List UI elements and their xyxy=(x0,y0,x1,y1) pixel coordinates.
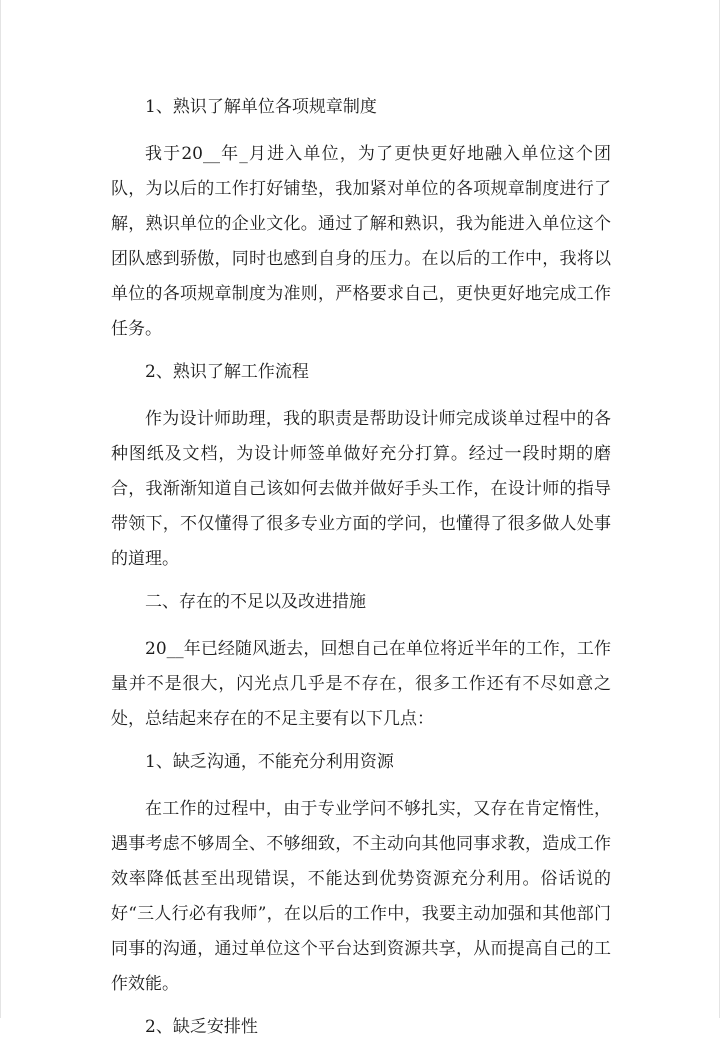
paragraph-rules: 我于20__年_月进入单位，为了更快更好地融入单位这个团队，为以后的工作打好铺垫，我加紧对单位的各项规章制度进行了解，熟识单位的企业文化。通过了解和熟识，我为能进入单位这个团队感到骄傲，同时也感到自身的压力。在以后的工作中，我将以单位的各项规章制度为准则，严格要求自己，更快更好地完成工作任务。 xyxy=(111,144,611,339)
section-heading-workflow: 2、熟识了解工作流程 xyxy=(145,362,309,382)
section-heading-rules: 1、熟识了解单位各项规章制度 xyxy=(145,97,377,117)
paragraph-communication: 在工作的过程中，由于专业学问不够扎实，又存在肯定惰性，遇事考虑不够周全、不够细致，不主动向其他同事求教，造成工作效率降低甚至出现错误，不能达到优势资源充分利用。俗话说的好“三人行必有我师”，在以后的工作中，我要主动加强和其他部门同事的沟通，通过单位这个平台达到资源共享，从而提高自己的工作效能。 xyxy=(111,799,611,994)
paragraph-shortcomings: 20__年已经随风逝去，回想自己在单位将近半年的工作，工作量并不是很大，闪光点几乎是不存在，很多工作还有不尽如意之处，总结起来存在的不足主要有以下几点： xyxy=(111,639,611,729)
section-heading-shortcomings: 二、存在的不足以及改进措施 xyxy=(145,592,366,612)
document-body xyxy=(111,90,611,1057)
section-heading-communication: 1、缺乏沟通，不能充分利用资源 xyxy=(145,752,394,772)
section-heading-arrangement: 2、缺乏安排性 xyxy=(145,1017,258,1037)
paragraph-workflow: 作为设计师助理，我的职责是帮助设计师完成谈单过程中的各种图纸及文档，为设计师签单做好充分打算。经过一段时期的磨合，我渐渐知道自己该如何去做并做好手头工作，在设计师的指导带领下，不仅懂得了很多专业方面的学问，也懂得了很多做人处事的道理。 xyxy=(111,409,611,569)
